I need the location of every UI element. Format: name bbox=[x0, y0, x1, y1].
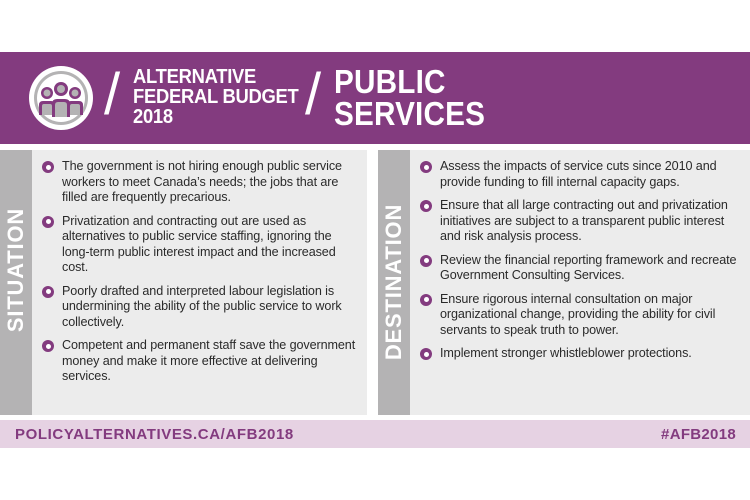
budget-title-line: FEDERAL BUDGET bbox=[133, 86, 299, 108]
hashtag: #AFB2018 bbox=[661, 426, 736, 443]
situation-item bbox=[42, 338, 362, 385]
destination-item-text: Implement stronger whistleblower protections. bbox=[440, 346, 692, 360]
destination-item-text: Assess the impacts of service cuts since 2010 and provide funding to fill internal capacity gaps. bbox=[440, 159, 717, 189]
situation-item bbox=[42, 284, 362, 331]
people-group-icon bbox=[28, 65, 94, 131]
situation-label: SITUATION bbox=[3, 207, 28, 333]
bullet-icon bbox=[420, 161, 432, 173]
situation-side-bar bbox=[0, 150, 32, 415]
website-link[interactable]: POLICYALTERNATIVES.CA/AFB2018 bbox=[15, 426, 294, 443]
situation-item-text: Competent and permanent staff save the government money and make it more effective at delivering services. bbox=[62, 338, 356, 383]
header-banner bbox=[0, 52, 750, 144]
destination-list bbox=[420, 159, 748, 370]
destination-side-bar bbox=[378, 150, 410, 415]
bullet-icon bbox=[42, 340, 54, 352]
title-divider-slash: / bbox=[104, 62, 121, 127]
section-title bbox=[334, 63, 532, 132]
bullet-icon bbox=[420, 200, 432, 212]
title-divider-slash: / bbox=[305, 62, 322, 127]
situation-item bbox=[42, 214, 362, 276]
destination-panel bbox=[378, 150, 750, 415]
bullet-icon bbox=[420, 348, 432, 360]
situation-list bbox=[42, 159, 362, 393]
destination-item bbox=[420, 159, 748, 190]
situation-item-text: The government is not hiring enough public service workers to meet Canada’s needs; the jobs that are filled are frequently precarious. bbox=[62, 159, 342, 204]
section-title-line: PUBLIC bbox=[334, 63, 446, 100]
bullet-icon bbox=[420, 294, 432, 306]
situation-item-text: Privatization and contracting out are used as alternatives to public service staffing, ignoring the long-term public interest impact and the increased cost. bbox=[62, 213, 336, 274]
bullet-icon bbox=[420, 255, 432, 267]
section-title-line: SERVICES bbox=[334, 95, 486, 132]
bullet-icon bbox=[42, 286, 54, 298]
budget-title-line: 2018 bbox=[133, 106, 173, 128]
situation-item bbox=[42, 159, 362, 206]
situation-panel bbox=[0, 150, 367, 415]
budget-title-line: ALTERNATIVE bbox=[133, 66, 257, 88]
destination-item-text: Review the financial reporting framework and recreate Government Consulting Services. bbox=[440, 252, 737, 282]
destination-item bbox=[420, 346, 748, 362]
destination-label: DESTINATION bbox=[381, 203, 406, 361]
bullet-icon bbox=[42, 161, 54, 173]
situation-item-text: Poorly drafted and interpreted labour legislation is undermining the ability of the public service to work collectively. bbox=[62, 283, 342, 329]
destination-item bbox=[420, 253, 748, 284]
destination-item-text: Ensure rigorous internal consultation on major organizational change, providing the ability for civil servants to speak truth to power. bbox=[440, 291, 716, 337]
bullet-icon bbox=[42, 216, 54, 228]
destination-item bbox=[420, 198, 748, 245]
footer-bar bbox=[0, 420, 750, 448]
destination-item-text: Ensure that all large contracting out and privatization initiatives are subject to a transparent public interest and risk analysis process. bbox=[440, 198, 728, 243]
destination-item bbox=[420, 292, 748, 339]
budget-title bbox=[133, 67, 299, 127]
